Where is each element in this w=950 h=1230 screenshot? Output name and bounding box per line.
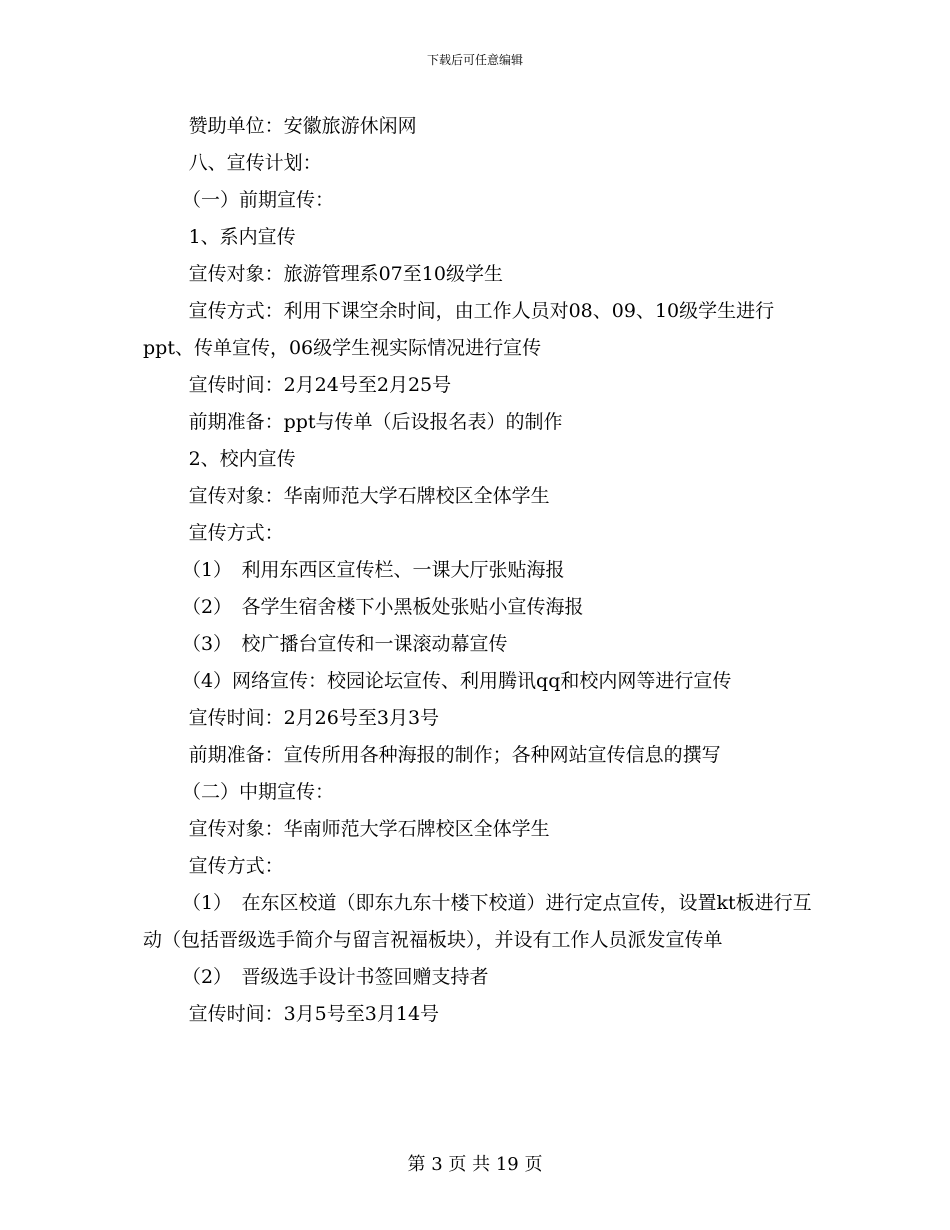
paragraph-method: 宣传方式：利用下课空余时间，由工作人员对08、09、10级学生进行ppt、传单宣传，06级学生视实际情况进行宣传 xyxy=(143,300,775,359)
paragraph-target: 宣传对象：华南师范大学石牌校区全体学生 xyxy=(188,485,550,507)
heading-mid-publicity: （二）中期宣传： xyxy=(181,781,334,803)
paragraph-time: 宣传时间：3月5号至3月14号 xyxy=(188,1003,440,1025)
paragraph-target: 宣传对象：旅游管理系07至10级学生 xyxy=(188,263,503,285)
paragraph-preparation: 前期准备：宣传所用各种海报的制作；各种网站宣传信息的撰写 xyxy=(188,744,721,766)
paragraph-preparation: 前期准备：ppt与传单（后设报名表）的制作 xyxy=(188,411,563,433)
paragraph-sponsor: 赞助单位：安徽旅游休闲网 xyxy=(188,115,417,137)
heading-campus-publicity: 2、校内宣传 xyxy=(188,448,296,470)
list-item: （1） 在东区校道（即东九东十楼下校道）进行定点宣传，设置kt板进行互动（包括晋级选手简介与留言祝福板块），并设有工作人员派发宣传单 xyxy=(143,892,812,951)
heading-department-publicity: 1、系内宣传 xyxy=(188,226,296,248)
paragraph-method: 宣传方式： xyxy=(188,855,284,877)
paragraph-method: 宣传方式： xyxy=(188,522,284,544)
list-item: （3） 校广播台宣传和一课滚动幕宣传 xyxy=(181,633,508,655)
list-item: （2） 各学生宿舍楼下小黑板处张贴小宣传海报 xyxy=(181,596,584,618)
paragraph-target: 宣传对象：华南师范大学石牌校区全体学生 xyxy=(188,818,550,840)
list-item: （1） 利用东西区宣传栏、一课大厅张贴海报 xyxy=(181,559,565,581)
list-item: （4）网络宣传：校园论坛宣传、利用腾讯qq和校内网等进行宣传 xyxy=(181,670,732,692)
page-number: 第 3 页 共 19 页 xyxy=(407,1154,543,1175)
list-item: （2） 晋级选手设计书签回赠支持者 xyxy=(181,966,489,988)
paragraph-time: 宣传时间：2月26号至3月3号 xyxy=(188,707,440,729)
paragraph-time: 宣传时间：2月24号至2月25号 xyxy=(188,374,452,396)
heading-publicity-plan: 八、宣传计划： xyxy=(188,152,322,174)
page-header: 下载后可任意编辑 xyxy=(426,53,523,67)
document-body xyxy=(143,108,813,1033)
heading-early-publicity: （一）前期宣传： xyxy=(181,189,334,211)
